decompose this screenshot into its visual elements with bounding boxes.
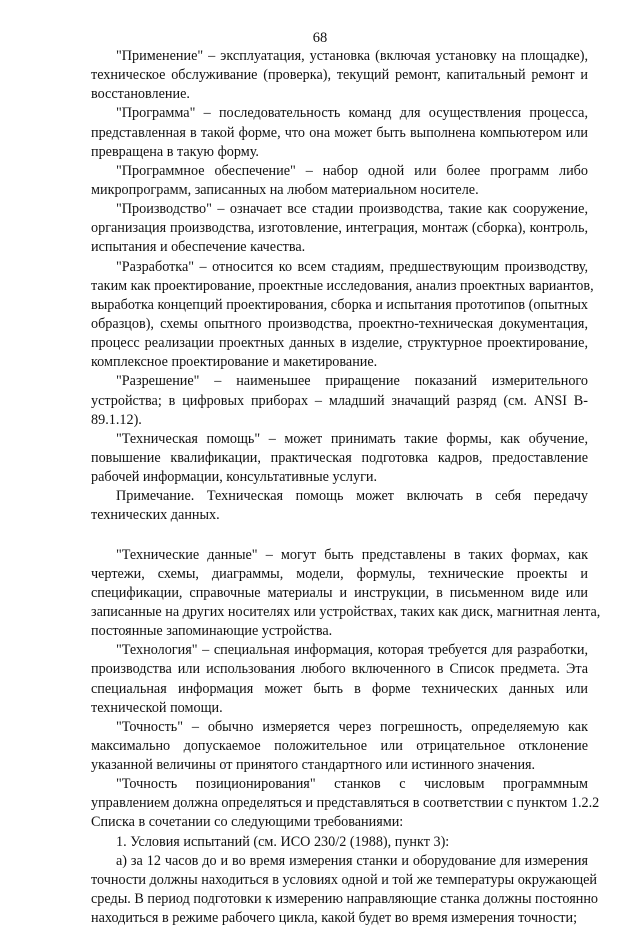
text-line: технических данных. bbox=[91, 507, 220, 524]
text-line: Списка в сочетании со следующими требованиями: bbox=[91, 814, 404, 831]
text-line: находиться в режиме рабочего цикла, какой будет во время измерения точности; bbox=[91, 910, 578, 927]
text-line: управлением должна определяться и представляться в соответствии с пунктом 1.2.2 bbox=[91, 795, 600, 812]
text-line: испытания и обеспечение качества. bbox=[91, 239, 306, 256]
paragraph bbox=[91, 47, 588, 104]
paragraph bbox=[91, 430, 588, 487]
text-line: "Программа" – последовательность команд для осуществления процесса, bbox=[116, 105, 588, 122]
paragraph bbox=[91, 718, 588, 775]
paragraph bbox=[91, 104, 588, 161]
text-line: "Применение" – эксплуатация, установка (включая установку на площадке), bbox=[116, 48, 588, 64]
text-line: чертежи, схемы, диаграммы, модели, формулы, технические проекты и bbox=[91, 565, 588, 582]
text-line: точности должны находиться в условиях одной и той же температуры окружающей bbox=[91, 871, 598, 888]
text-line: "Технология" – специальная информация, которая требуется для разработки, bbox=[116, 642, 588, 659]
paragraph bbox=[91, 852, 599, 928]
text-line: устройства; в цифровых приборах – младший значащий разряд (см. ANSI B- bbox=[91, 392, 588, 409]
text-line: спецификации, справочные материалы и инструкции, в письменном виде или bbox=[91, 584, 588, 601]
text-line: а) за 12 часов до и во время измерения станки и оборудование для измерения bbox=[116, 852, 588, 869]
text-line: постоянные запоминающие устройства. bbox=[91, 623, 333, 640]
text-line: техническое обслуживание (проверка), текущий ремонт, капитальный ремонт и bbox=[91, 67, 588, 84]
paragraph bbox=[91, 372, 588, 429]
text-line: представленная в такой форме, что она может быть выполнена компьютером или bbox=[91, 124, 588, 141]
text-line: восстановление. bbox=[91, 86, 190, 103]
text-line: выработка концепций проектирования, сборка и испытания прототипов (опытных bbox=[91, 296, 588, 313]
text-line: микропрограмм, записанных на любом материальном носителе. bbox=[91, 181, 479, 198]
text-line: таким как проектирование, проектные исследования, анализ проектных вариантов, bbox=[91, 277, 594, 294]
text-line: "Разрешение" – наименьшее приращение показаний измерительного bbox=[116, 373, 588, 390]
paragraph bbox=[91, 162, 588, 200]
text-line: Примечание. Техническая помощь может включать в себя передачу bbox=[116, 488, 588, 505]
text-line: превращена в такую форму. bbox=[91, 143, 259, 160]
paragraph bbox=[91, 258, 594, 373]
text-line: "Точность" – обычно измеряется через погрешность, определяемую как bbox=[116, 718, 588, 735]
text-line: рабочей информации, консультативные услуги. bbox=[91, 469, 378, 486]
document-body bbox=[91, 47, 601, 928]
text-line: технической помощи. bbox=[91, 699, 223, 716]
text-line: 1. Условия испытаний (см. ИСО 230/2 (1988), пункт 3): bbox=[116, 833, 450, 850]
text-line: "Точность позиционирования" станков с числовым программным bbox=[116, 776, 588, 793]
text-line: процесс реализации проектных данных в изделие, структурное проектирование, bbox=[91, 335, 588, 352]
text-line: "Производство" – означает все стадии производства, такие как сооружение, bbox=[116, 201, 588, 218]
text-line: специальная информация может быть в форме технических данных или bbox=[91, 680, 588, 697]
text-line: записанные на других носителях или устройствах, таких как диск, магнитная лента, bbox=[91, 603, 601, 620]
text-line: "Программное обеспечение" – набор одной или более программ либо bbox=[116, 162, 588, 179]
text-line: среды. В период подготовки к измерению направляющие станка должны постоянно bbox=[91, 891, 599, 908]
text-line: производства или использования любого включенного в Список предмета. Эта bbox=[91, 661, 588, 678]
paragraph bbox=[91, 775, 600, 832]
text-line: 89.1.12). bbox=[91, 411, 142, 428]
paragraph bbox=[91, 641, 588, 718]
text-line: "Разработка" – относится ко всем стадиям, предшествующим производству, bbox=[116, 258, 588, 275]
text-line: повышение квалификации, практическая подготовка кадров, предоставление bbox=[91, 449, 588, 466]
paragraph bbox=[91, 546, 601, 642]
text-line: "Технические данные" – могут быть представлены в таких формах, как bbox=[116, 546, 588, 563]
text-line: организация производства, изготовление, интеграция, монтаж (сборка), контроль, bbox=[91, 220, 588, 237]
text-line: "Техническая помощь" – может принимать такие формы, как обучение, bbox=[116, 430, 588, 447]
text-line: указанной величины от принятого стандартного или истинного значения. bbox=[91, 757, 536, 774]
text-line: образцов), схемы опытного производства, проектно-техническая документация, bbox=[91, 315, 588, 332]
paragraph bbox=[91, 200, 588, 257]
paragraph bbox=[91, 833, 588, 852]
page-number: 68 bbox=[312, 30, 328, 46]
text-line: комплексное проектирование и макетирование. bbox=[91, 354, 378, 371]
paragraph bbox=[91, 487, 588, 525]
text-line: максимально допускаемое положительное или отрицательное отклонение bbox=[91, 737, 588, 754]
